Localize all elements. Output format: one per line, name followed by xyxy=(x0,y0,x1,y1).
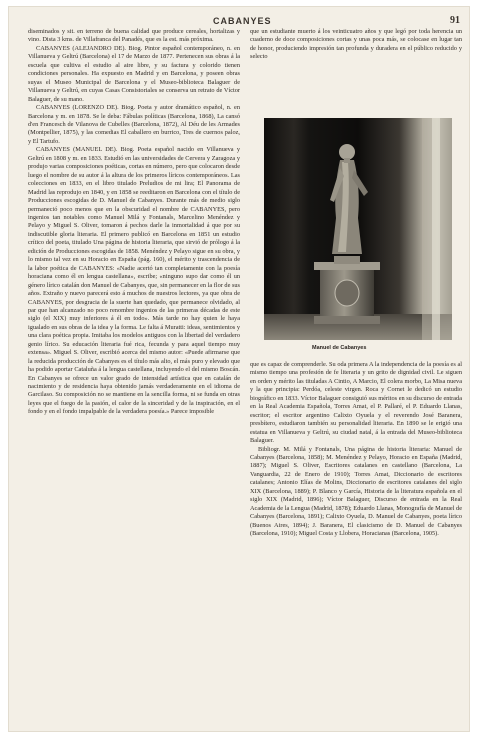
entry-paragraph: que un estudiante muerto á los veinticuatro años y que legó por toda herencia un cuaderno de doce composiciones cortas y unas poca más, se colocase en lugar tan de honor, produciendo impresión tan profunda y duradera en el público reducido y selecto xyxy=(250,28,462,61)
bibliography-paragraph: Bibliogr. M. Milá y Fontanals, Una página de historia literaria: Manuel de Cabanyes (Barcelona, 1858); M. Menéndez y Pelayo, Horacio en España (Madrid, 1887); Miguel S. Oliver, Escritores catalanes en castellano (Barcelona, La Vanguardia, 22 de Enero de 1910); Torres Amat, Diccionario de escritores catalanes; Antonio Elías de Molins, Diccionario de escritores catalanes del siglo XIX (Barcelona, 1889); P. Blanco y García, Historia de la literatura española en el siglo XIX (Madrid, 1896); Víctor Balaguer, Discurso de entrada en la Real Academia de la Lengua (Madrid, 1878); Eduardo Llanas, Monografía de Manuel de Cabanyes (Barcelona, 1891); Calixto Oyuela, D. Manuel de Cabanyes, poeta lírico (Buenos Aires, 1894); J. Baranera, El clasicismo de D. Manuel de Cabanyes (Barcelona, 1910); Miguel Costa y Llobera, Horacianas (Barcelona, 1905). xyxy=(250,445,462,538)
entry-paragraph: diseminados y sit. en terreno de buena calidad que produce cereales, hortalizas y vino. Dista 3 kms. de Villafranca del Panadés, que es la est. más próxima. xyxy=(28,28,240,44)
entry-paragraph: que es capaz de comprenderle. Su oda primera A la independencia de la poesía es al mismo tiempo una profesión de fe literaria y un grito de dignidad civil. Le siguen en orden y mérito las tituladas A Cintio, A Marcio, El colera morbo, La Misa nueva y la que principia: Perdóa, celeste virgen. Roca y Cornet le dedicó un estudio biográfico en 1833. Víctor Balaguer consiguió sus méritos en su discurso de entrada en la Real Academia Española, Torres Amat, el P. Pallaré, el P. Eduardo Llanas, escritor; el escritor argentino Calixto Oyuela y el reverendo José Baranera, presbítero, estudiaron también su personalidad literaria. En 1890 se le erigió una estatua en Villanueva y Geltrú, su ciudad natal, á la entrada del Museo-biblioteca Balaguer. xyxy=(250,361,462,445)
statue-illustration xyxy=(264,118,452,340)
right-column-bottom xyxy=(250,361,462,711)
statue-photograph xyxy=(264,118,452,340)
book-page xyxy=(8,6,470,732)
page-number: 91 xyxy=(450,15,460,26)
right-column-top xyxy=(250,28,462,108)
photo-caption: Manuel de Cabanyes xyxy=(312,345,367,351)
running-head: CABANYES xyxy=(213,16,272,26)
entry-paragraph: CABANYES (ALEJANDRO DE). Biog. Pintor español contemporáneo, n. en Villanueva y Geltrú (Barcelona) el 17 de Marzo de 1877. Pertenecen sus obras á la escuela que cultiva el estudio al aire libre, y su factura y colorido tienen condiciones personales. Ha expuesto en Madrid y en Barcelona, y poseen obras suyas el Museo Municipal de Barcelona y el Museo-biblioteca Balaguer de Villanueva y Geltrú, en cuyas Casas Consistoriales se conserva un retrato de Víctor Balaguer, de su mano. xyxy=(28,44,240,103)
entry-paragraph: CABANYES (MANUEL DE). Biog. Poeta español nacido en Villanueva y Geltrú en 1808 y m. en 1833. Estudió en las universidades de Cervera y Zaragoza y produjo varias composiciones poéticas, cortas en número, pero que colocaron desde luego el nombre de su autor á la altura de los primeros líricos contemporáneos. Las colecciones en 1833, en el libro titulado Preludios de mi lira; El Panorama de Madrid las reprodujo en 1840, y en 1858 se reeditaron en Barcelona con el título de Producciones escogidas de D. Manuel de Cabanyes. Durante más de medio siglo permaneció poco menos que en la obscuridad el nombre de CABANYES, pero ingenios tan notables como Manuel Milá y Fontanals, Marcelino Menéndez y Pelayo y Miguel S. Oliver, tomaron á pechos darle la inmortalidad á que por su indiscutible gloria literaria. El primero publicó en Barcelona en 1851 un estudio crítico del poeta, titulado Una página de historia literaria, que sirvió de prólogo á la edición de Producciones escogidas de 1858. Menéndez y Pelayo sigue en su obra, y lo mismo tal vez en su Horacio en España (pág. 160), el mérito y trascendencia de la labor poética de CABANYES: «Nadie acertó tan completamente con la poesía horaciana como él en lengua castellana», escribe; «ninguno supo dar como él un género lírico catalán don Manuel de Cabanyes, que, sin permanecer en la flor de sus años. Extraño y nuevo parecerá esto á muchos de nuestros lectores, ya que obra de CABANYES, por desgracia de la suerte han quedado, que permanece olvidado, al par que han alcanzado no poco renombre ingenios de las primeras décadas de este siglo (el XIX) muy inferiores á él en todo». Más tarde no hay quien le haya igualado en sus obras de la idea y la forma. Le falta á Muratti: ideas, sentimientos y una clara poética propia. Imitaba los modelos antiguos con la libertad del verdadero genio lírico. Su educación literaria fué rica, fecunda y para aquel tiempo muy extensa». Miguel S. Oliver, escribió acerca del mismo autor: «Puede afirmarse que la reducida producción de Cabanyes es el título más alto, el más puro y elevado que ha podido aportar Cataluña á la lengua castellana, incluyendo el del mismo Boscán. En Cabanyes se ofrece un valor grado de intensidad artística que en catalán de nacimiento y de residencia haya obtenido jamás verdaderamente en el idioma de Garcilaso. Su composición no se mantiene en la sencilla forma, ni se funda en otras leyes que el fuego de la pasión, el calor de la sinceridad y de la inspiración, en el fondo y en el fondo impalpable de la verdadera poesía.» Parece imposible xyxy=(28,146,240,416)
left-column xyxy=(28,28,240,718)
entry-paragraph: CABANYES (LORENZO DE). Biog. Poeta y autor dramático español, n. en Barcelona y m. en 1878. Se le deba: Fábulas políticas (Barcelona, 1868), La cansó d'en Francesch de Vilanova de Cubelles (Barcelona, 1872), Al Déu de les Armades (Montpellier, 1875), y las comedias El caballero en burrico, Tres de cuernos paloz, y El Tartufo. xyxy=(28,104,240,145)
